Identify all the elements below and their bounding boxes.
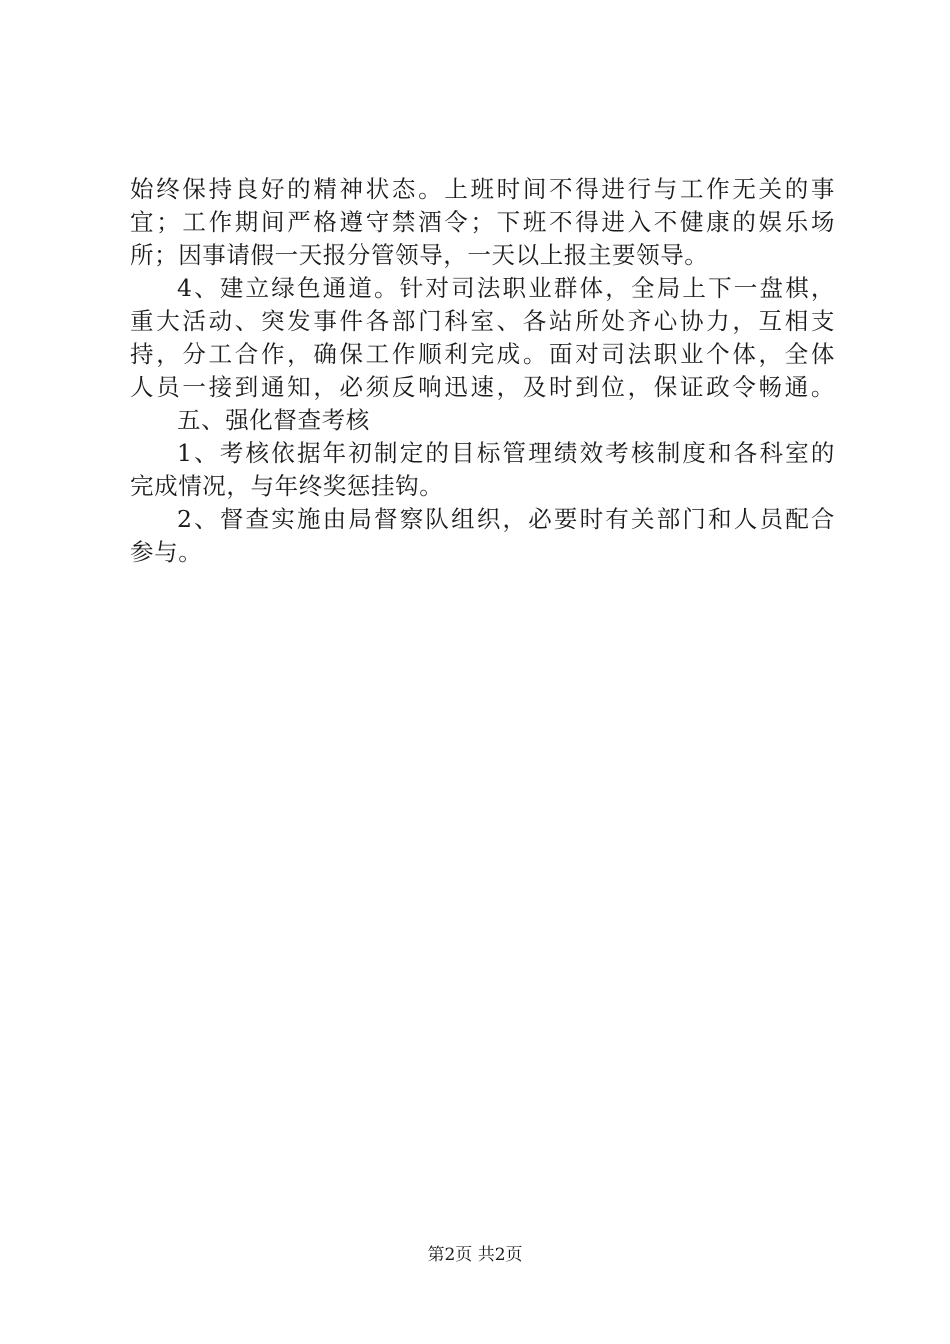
section-heading: 五、强化督查考核 (177, 406, 370, 434)
paragraph-line: 人员一接到通知，必须反响迅速，及时到位，保证政令畅通。 (130, 373, 835, 401)
page-footer: 第2页 共2页 (427, 1245, 523, 1265)
paragraph-line: 所；因事请假一天报分管领导，一天以上报主要领导。 (130, 241, 709, 269)
paragraph-line: 参与。 (130, 538, 203, 566)
paragraph-line: 1、考核依据年初制定的目标管理绩效考核制度和各科室的 (177, 439, 835, 467)
paragraph-line: 完成情况，与年终奖惩挂钩。 (130, 472, 444, 500)
document-body (130, 173, 835, 569)
paragraph-line: 始终保持良好的精神状态。上班时间不得进行与工作无关的事 (130, 175, 835, 203)
paragraph-line: 重大活动、突发事件各部门科室、各站所处齐心协力，互相支 (130, 307, 835, 335)
paragraph-line: 持，分工合作，确保工作顺利完成。面对司法职业个体，全体 (130, 340, 835, 368)
paragraph-line: 宜；工作期间严格遵守禁酒令；下班不得进入不健康的娱乐场 (130, 208, 835, 236)
paragraph-line: 4、建立绿色通道。针对司法职业群体，全局上下一盘棋， (177, 274, 835, 302)
paragraph-line: 2、督查实施由局督察队组织，必要时有关部门和人员配合 (177, 505, 835, 533)
